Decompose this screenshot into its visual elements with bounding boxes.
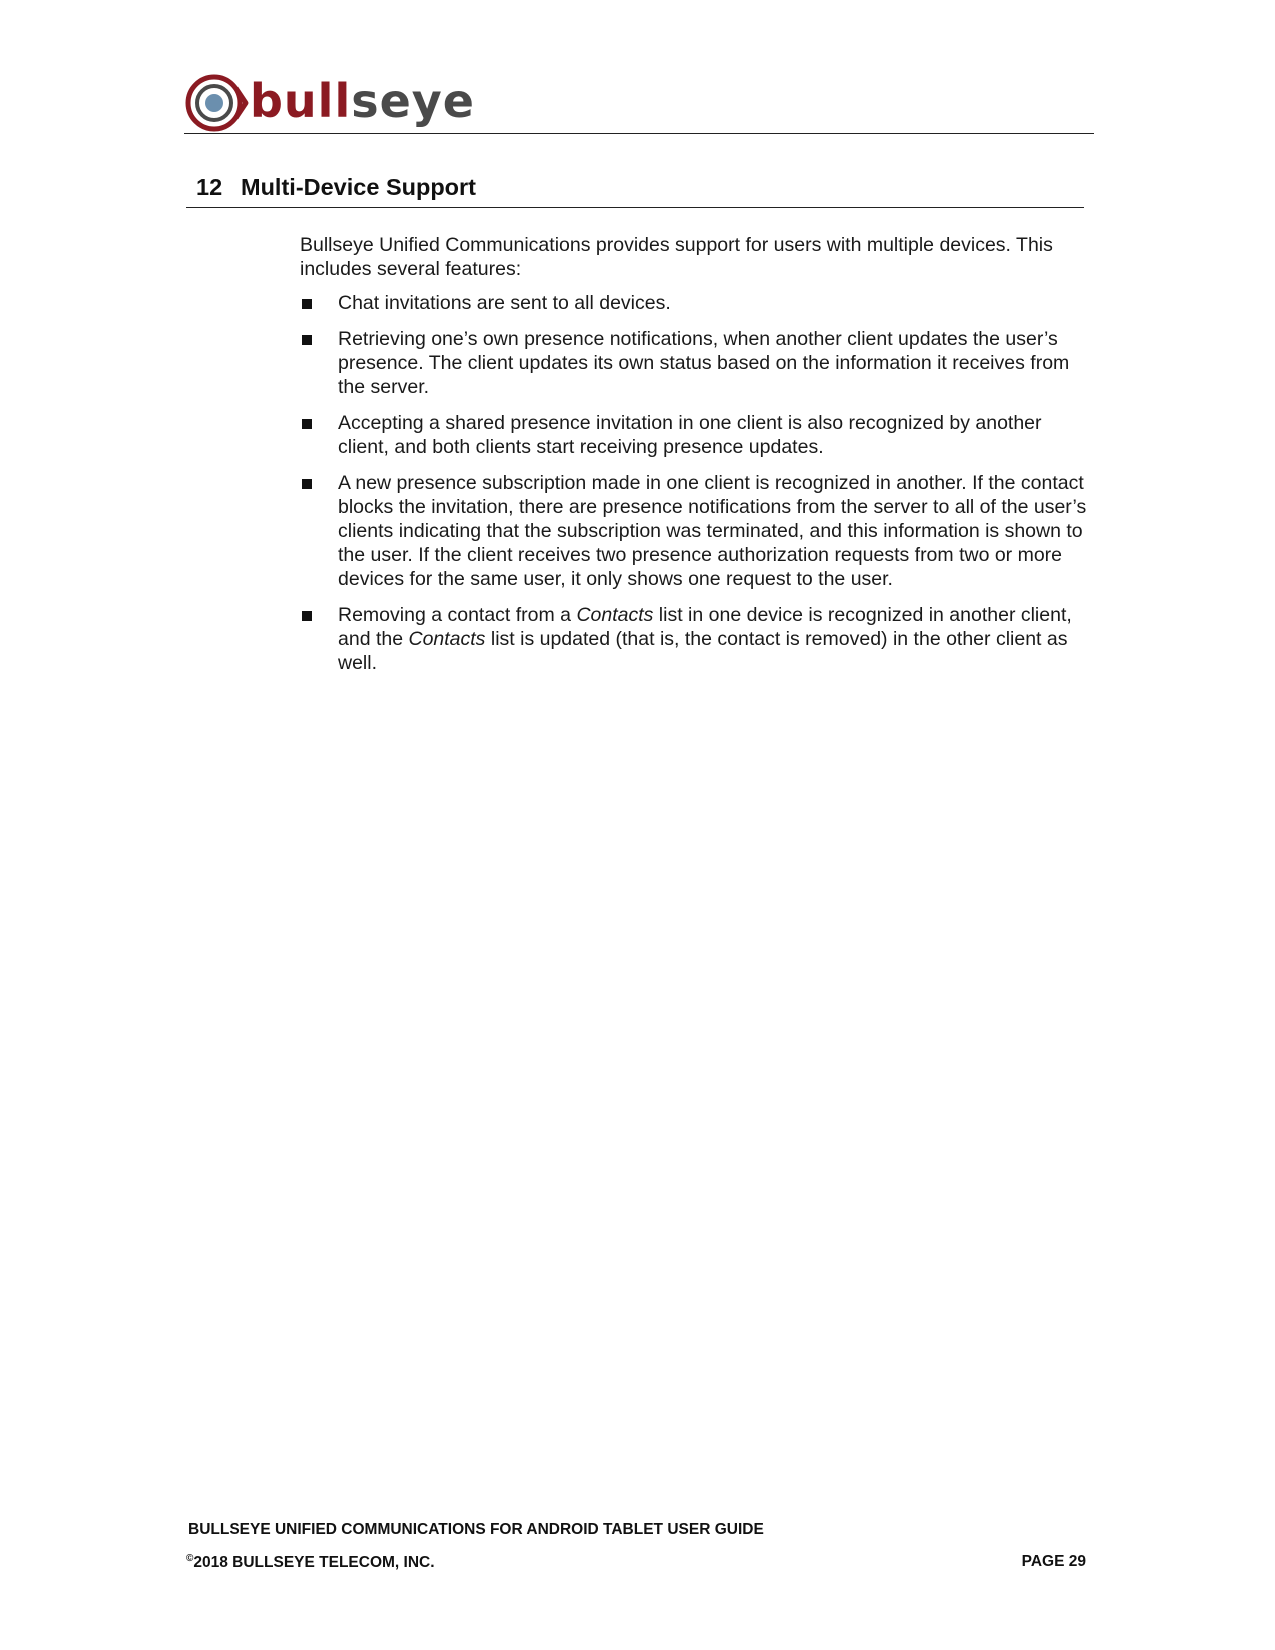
logo-graphic xyxy=(184,72,514,134)
section-heading xyxy=(196,174,476,201)
square-bullet-icon xyxy=(302,335,312,345)
list-item xyxy=(300,327,1090,399)
list-item xyxy=(300,471,1090,591)
square-bullet-icon xyxy=(302,479,312,489)
header-divider xyxy=(184,133,1094,134)
bullseye-logo xyxy=(184,72,514,134)
copyright-text: 2018 BULLSEYE TELECOM, INC. xyxy=(193,1554,435,1572)
list-item-text: Retrieving one’s own presence notifications, when another client updates the user’s presence. The client updates its own status based on the information it receives from the server. xyxy=(338,328,1070,398)
list-item xyxy=(300,411,1090,459)
intro-paragraph: Bullseye Unified Communications provides support for users with multiple devices. This includes several features: xyxy=(300,234,1053,280)
logo-wordmark: bullseye xyxy=(250,74,475,128)
square-bullet-icon xyxy=(302,611,312,621)
list-item-text: Chat invitations are sent to all devices. xyxy=(338,292,671,314)
contacts-emphasis: Contacts xyxy=(408,628,486,650)
heading-divider xyxy=(186,207,1084,208)
copyright-symbol: © xyxy=(186,1553,194,1564)
list-item xyxy=(300,603,1090,675)
footer-copyright xyxy=(186,1553,435,1572)
list-item-text-part: list is updated (that is, the contact is removed) in the other client as well. xyxy=(338,628,1068,674)
section-body xyxy=(300,233,1090,687)
list-item-text: Accepting a shared presence invitation in one client is also recognized by another client, and both clients start receiving presence updates. xyxy=(338,412,1042,458)
section-title: Multi-Device Support xyxy=(241,174,477,200)
list-item-text-part: Removing a contact from a xyxy=(338,604,577,626)
list-item-text: A new presence subscription made in one client is recognized in another. If the contact blocks the invitation, there are presence notifications from the server to all of the user’s clients indicating that the subscription was terminated, and this information is shown to the user. If the client receives two presence authorization requests from two or more devices for the same user, it only shows one request to the user. xyxy=(338,472,1087,590)
contacts-emphasis: Contacts xyxy=(576,604,654,626)
footer-page-number: PAGE 29 xyxy=(1021,1553,1086,1570)
list-item-text xyxy=(338,604,1072,674)
list-item xyxy=(300,291,1090,315)
list-item-text-part: list in one device is recognized in another client, and the xyxy=(338,604,1072,650)
section-number: 12 xyxy=(196,174,223,200)
square-bullet-icon xyxy=(302,299,312,309)
feature-list xyxy=(300,291,1090,675)
square-bullet-icon xyxy=(302,419,312,429)
footer-guide-title: BULLSEYE UNIFIED COMMUNICATIONS FOR ANDROID TABLET USER GUIDE xyxy=(188,1521,764,1538)
